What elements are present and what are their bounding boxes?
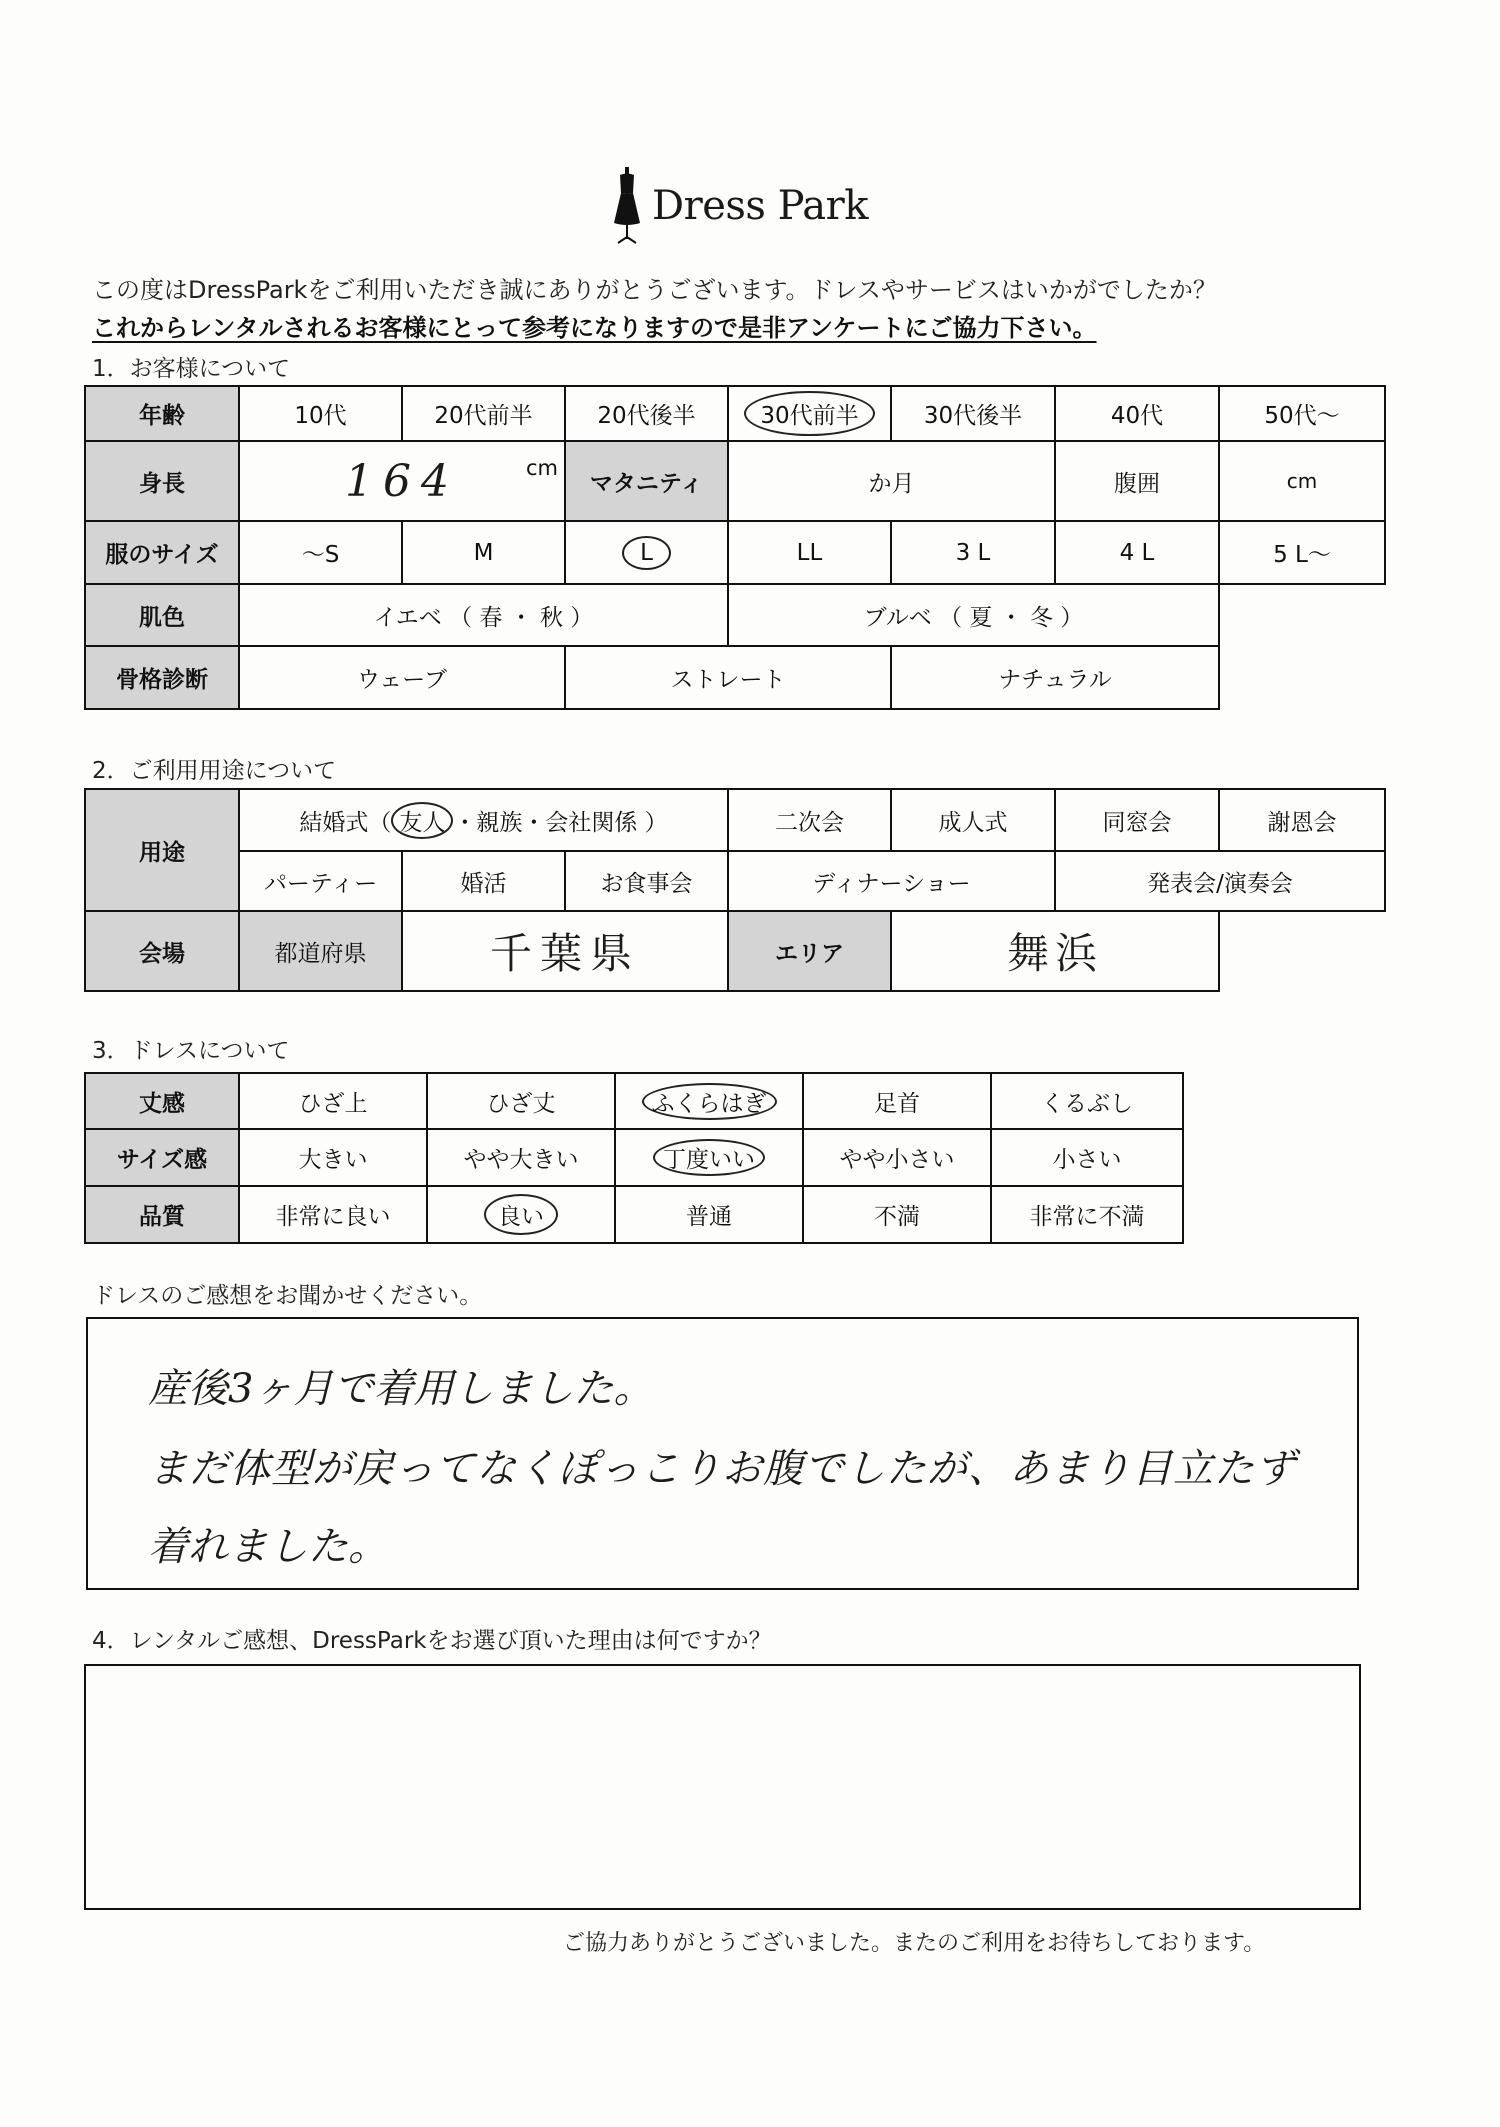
feedback-title: ドレスのご感想をお聞かせください。: [92, 1283, 483, 1309]
age-option[interactable]: 50代～: [1219, 386, 1385, 441]
section4-title: 4．レンタルご感想、DressParkをお選び頂いた理由は何ですか？: [92, 1628, 772, 1654]
height-row: [85, 441, 1385, 521]
quality-option[interactable]: 非常に良い: [239, 1186, 427, 1243]
selection-circle: 良い: [484, 1194, 558, 1235]
customer-table: [84, 385, 1386, 710]
size-option-selected[interactable]: [565, 521, 728, 584]
area-value: 舞浜: [1006, 929, 1103, 978]
skin-yellow-option[interactable]: イエベ （ 春 ・ 秋 ）: [239, 584, 728, 646]
venue-row: [85, 911, 1385, 991]
waist-field[interactable]: [1219, 441, 1385, 521]
height-field[interactable]: [239, 441, 565, 521]
fit-option[interactable]: やや大きい: [427, 1129, 615, 1186]
length-option-selected[interactable]: [615, 1073, 803, 1129]
maternity-label: マタニティ: [565, 441, 728, 521]
selection-circle: L: [622, 536, 671, 570]
length-option[interactable]: ひざ丈: [427, 1073, 615, 1129]
age-option[interactable]: 20代前半: [402, 386, 565, 441]
length-label: 丈感: [85, 1073, 239, 1129]
usage-label: 用途: [85, 789, 239, 911]
size-option[interactable]: 4 L: [1055, 521, 1219, 584]
quality-option-selected[interactable]: [427, 1186, 615, 1243]
frame-option[interactable]: ウェーブ: [239, 646, 565, 709]
fit-label: サイズ感: [85, 1129, 239, 1186]
length-option[interactable]: ひざ上: [239, 1073, 427, 1129]
age-label: 年齢: [85, 386, 239, 441]
waist-unit: cm: [1286, 469, 1318, 493]
age-option[interactable]: 20代後半: [565, 386, 728, 441]
age-option-selected[interactable]: [728, 386, 891, 441]
skin-label: 肌色: [85, 584, 239, 646]
length-option[interactable]: 足首: [803, 1073, 991, 1129]
frame-option[interactable]: ストレート: [565, 646, 891, 709]
usage-option[interactable]: 同窓会: [1055, 789, 1219, 851]
usage-option[interactable]: 二次会: [728, 789, 891, 851]
selection-circle: 友人: [391, 802, 453, 839]
length-option[interactable]: くるぶし: [991, 1073, 1183, 1129]
quality-label: 品質: [85, 1186, 239, 1243]
waist-label: 腹囲: [1055, 441, 1219, 521]
quality-option[interactable]: 非常に不満: [991, 1186, 1183, 1243]
wedding-option[interactable]: [239, 789, 728, 851]
usage-option[interactable]: パーティー: [239, 851, 402, 911]
usage-option[interactable]: ディナーショー: [728, 851, 1055, 911]
quality-row: [85, 1186, 1183, 1243]
age-row: [85, 386, 1385, 441]
area-field[interactable]: [891, 911, 1219, 991]
frame-label: 骨格診断: [85, 646, 239, 709]
fit-option[interactable]: 小さい: [991, 1129, 1183, 1186]
maternity-field[interactable]: [728, 441, 1055, 521]
section1-title: 1．お客様について: [92, 356, 291, 382]
age-option[interactable]: 10代: [239, 386, 402, 441]
section3-title: 3．ドレスについて: [92, 1038, 290, 1064]
usage-row-2: [85, 851, 1385, 911]
usage-option[interactable]: 成人式: [891, 789, 1055, 851]
skin-row: [85, 584, 1385, 646]
footer-text: ご協力ありがとうございました。またのご利用をお待ちしております。: [563, 1931, 1266, 1956]
section2-title: 2．ご利用用途について: [92, 758, 337, 784]
usage-table: [84, 788, 1386, 992]
height-unit: cm: [525, 456, 558, 480]
fit-option[interactable]: やや小さい: [803, 1129, 991, 1186]
height-label: 身長: [85, 441, 239, 521]
area-label: エリア: [728, 911, 891, 991]
age-option[interactable]: 40代: [1055, 386, 1219, 441]
intro-text: この度はDressParkをご利用いただき誠にありがとうございます。ドレスやサービスはいかがでしたか？: [92, 276, 1217, 304]
logo-text: Dress Park: [652, 183, 868, 229]
selection-circle: 30代前半: [744, 391, 874, 436]
selection-circle: ふくらはぎ: [642, 1083, 777, 1120]
size-option[interactable]: M: [402, 521, 565, 584]
fit-option-selected[interactable]: [615, 1129, 803, 1186]
wedding-rest: ・親族・会社関係 ）: [453, 809, 668, 836]
selection-circle: 丁度いい: [653, 1139, 765, 1176]
feedback-line: 着れました。: [148, 1524, 388, 1570]
dresspark-logo: [610, 165, 868, 247]
length-row: [85, 1073, 1183, 1129]
intro-request: これからレンタルされるお客様にとって参考になりますので是非アンケートにご協力下さい。: [92, 314, 1097, 342]
dress-table: [84, 1072, 1184, 1244]
prefecture-value: 千葉県: [489, 929, 640, 978]
fit-option[interactable]: 大きい: [239, 1129, 427, 1186]
feedback-line: 産後3ヶ月で着用しました。: [148, 1366, 654, 1412]
venue-label: 会場: [85, 911, 239, 991]
frame-option[interactable]: ナチュラル: [891, 646, 1219, 709]
wedding-prefix: 結婚式（: [299, 809, 392, 836]
skin-blue-option[interactable]: ブルベ （ 夏 ・ 冬 ）: [728, 584, 1219, 646]
fit-row: [85, 1129, 1183, 1186]
usage-option[interactable]: 発表会/演奏会: [1055, 851, 1385, 911]
height-value: 164: [345, 455, 459, 507]
quality-option[interactable]: 普通: [615, 1186, 803, 1243]
usage-option[interactable]: お食事会: [565, 851, 728, 911]
size-option[interactable]: LL: [728, 521, 891, 584]
reason-box[interactable]: [84, 1664, 1361, 1910]
feedback-line: まだ体型が戻ってなくぽっこりお腹でしたが、あまり目立たず: [148, 1446, 1296, 1492]
size-row: [85, 521, 1385, 584]
size-option[interactable]: 3 L: [891, 521, 1055, 584]
quality-option[interactable]: 不満: [803, 1186, 991, 1243]
size-option[interactable]: ～S: [239, 521, 402, 584]
frame-row: [85, 646, 1385, 709]
size-option[interactable]: 5 L～: [1219, 521, 1385, 584]
prefecture-label: 都道府県: [239, 911, 402, 991]
age-option[interactable]: 30代後半: [891, 386, 1055, 441]
dress-form-icon: [610, 165, 644, 247]
maternity-unit: か月: [868, 470, 915, 497]
feedback-box[interactable]: [86, 1317, 1359, 1590]
usage-row-1: [85, 789, 1385, 851]
usage-option[interactable]: 謝恩会: [1219, 789, 1385, 851]
usage-option[interactable]: 婚活: [402, 851, 565, 911]
prefecture-field[interactable]: [402, 911, 728, 991]
size-label: 服のサイズ: [85, 521, 239, 584]
